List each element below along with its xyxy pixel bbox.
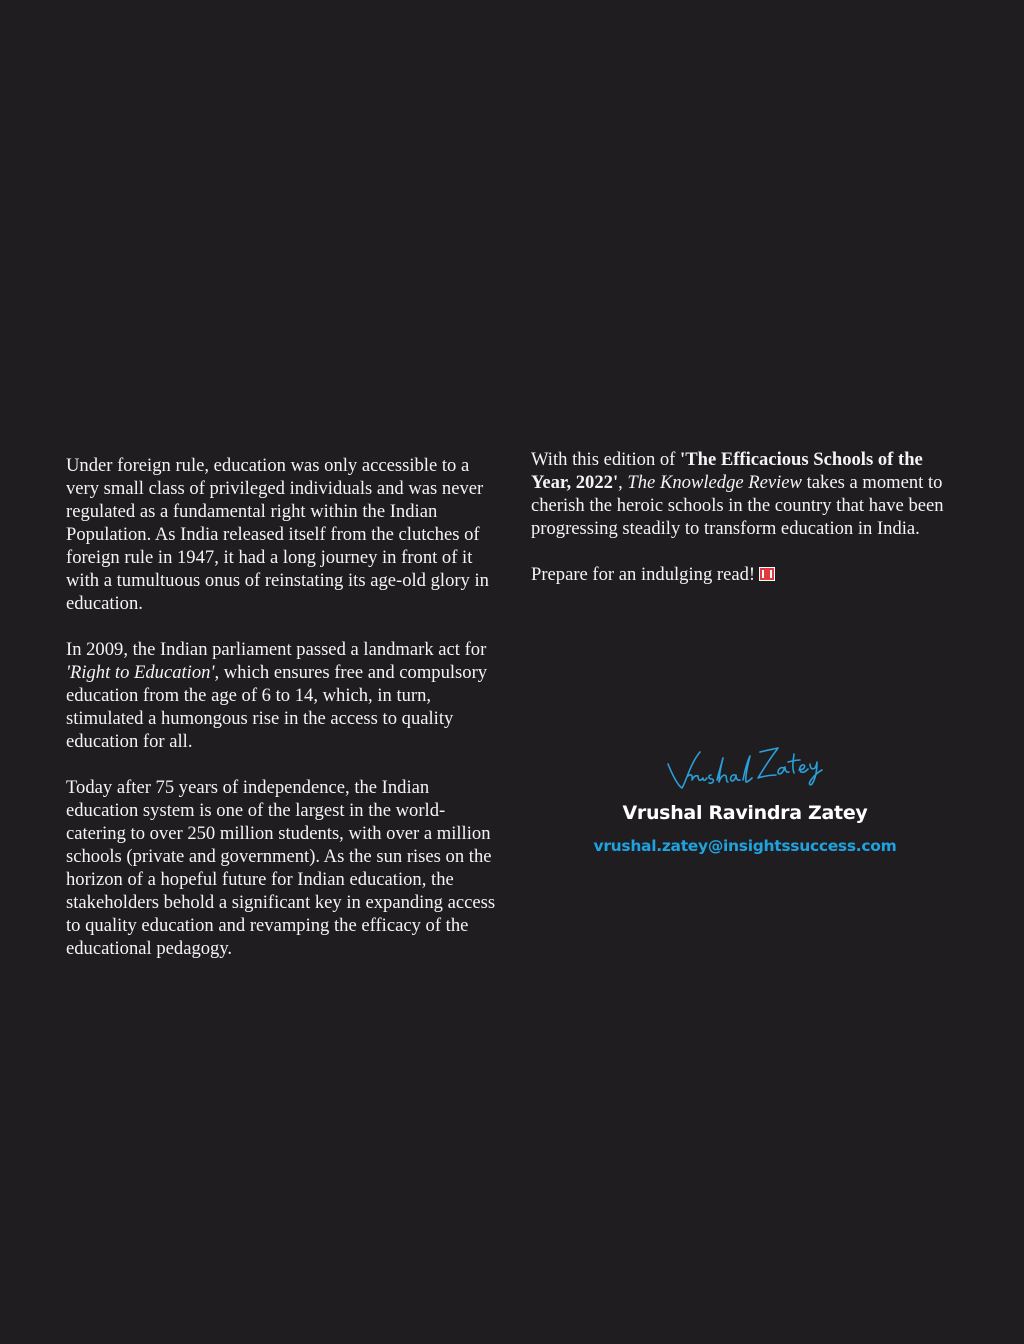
edition-paragraph [531, 448, 953, 540]
intro-paragraph-2 [66, 638, 496, 753]
intro-paragraph-2-text-b: , which ensures free and compulsory education from the age of 6 to 14, which, in turn, stimulated a humongous rise in the access to quality education for all. [66, 662, 488, 752]
intro-paragraph-1 [66, 454, 496, 615]
author-name: Vrushal Ravindra Zatey [622, 802, 868, 824]
intro-paragraph-1-text: Under foreign rule, education was only accessible to a very small class of privileged individuals and was never regulated as a fundamental right within the Indian Population. As India released itself from the clutches of foreign rule in 1947, it had a long journey in front of it with a tumultuous onus of reinstating its age-old glory in education. [66, 455, 489, 614]
author-email-link[interactable]: vrushal.zatey@insightssuccess.com [593, 837, 897, 855]
edition-paragraph-text-a: With this edition of [531, 449, 681, 470]
left-column [66, 454, 496, 983]
author-signature [660, 730, 840, 800]
tkr-end-mark-icon [759, 567, 775, 581]
right-column [531, 448, 953, 609]
right-to-education-title: 'Right to Education' [66, 662, 215, 683]
edition-paragraph-comma: , [618, 472, 628, 493]
edition-paragraph-text-b: takes a moment to cherish the heroic schools in the country that have been progressing steadily to transform education in India. [531, 472, 944, 539]
intro-paragraph-3-text: Today after 75 years of independence, the Indian education system is one of the largest in the world- catering to over 250 million students, with over a million schools (private and government). As the sun rises on the horizon of a hopeful future for Indian education, the stakeholders behold a significant key in expanding access to quality education and revamping the efficacy of the educational pedagogy. [66, 777, 496, 959]
magazine-name: The Knowledge Review [627, 472, 802, 493]
closing-paragraph [531, 563, 953, 586]
intro-paragraph-2-text-a: In 2009, the Indian parliament passed a landmark act for [66, 639, 487, 660]
closing-paragraph-text: Prepare for an indulging read! [531, 564, 756, 585]
edition-title: 'The Efficacious Schools of the Year, 2022' [531, 449, 923, 493]
intro-paragraph-3 [66, 776, 496, 960]
